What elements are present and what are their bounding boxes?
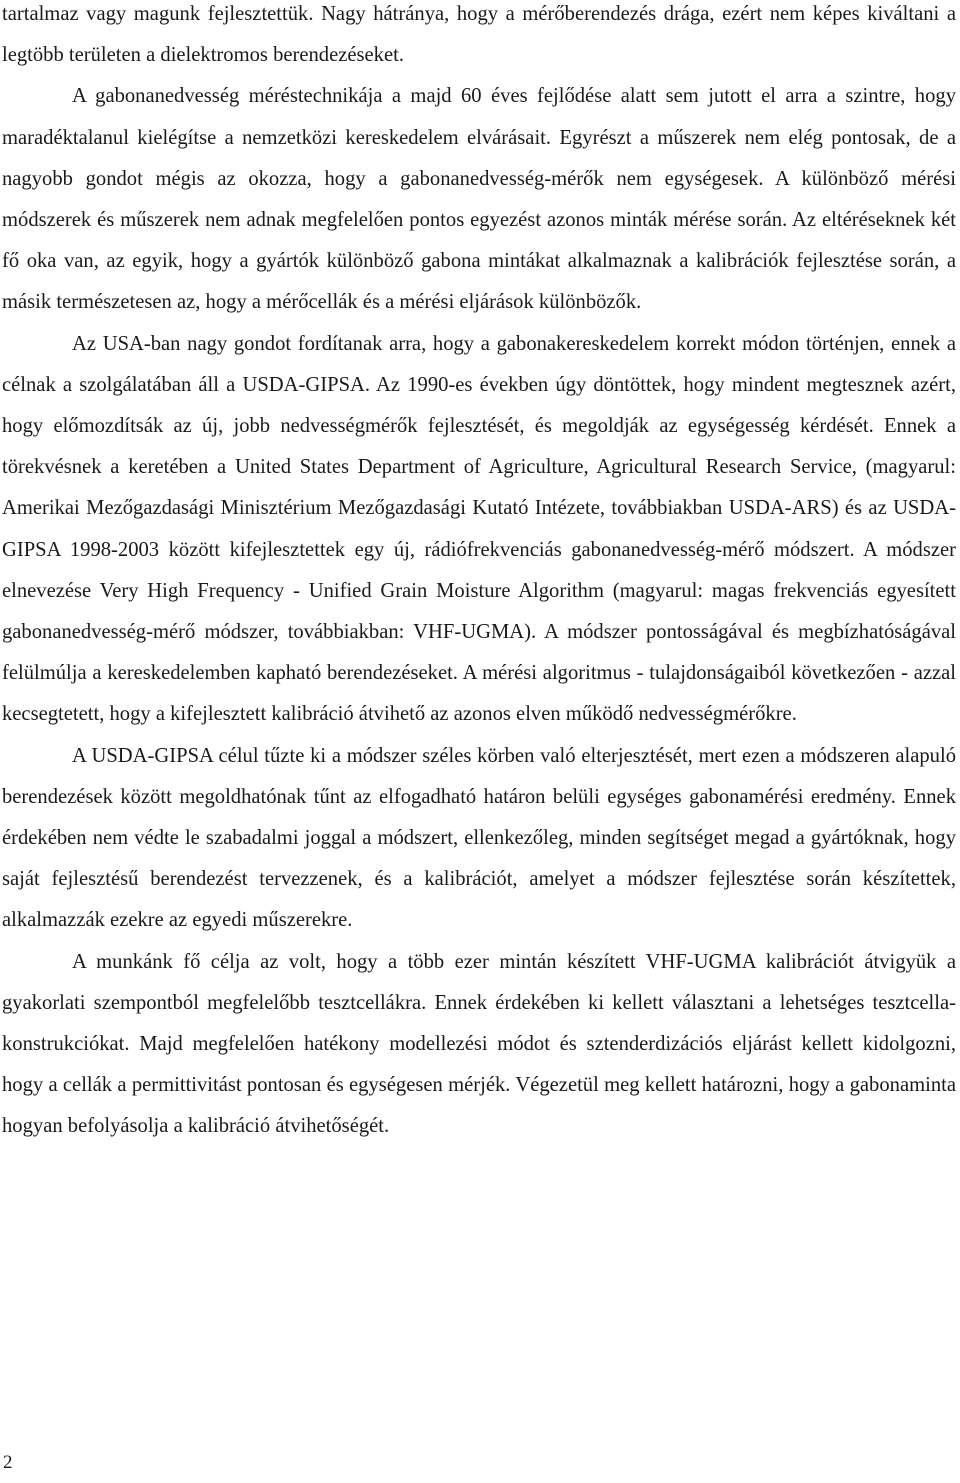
paragraph-gipsa-goal: A USDA-GIPSA célul tűzte ki a módszer széles körben való elterjesztését, mert ezen a módszeren alapuló berendezések között megoldhatónak tűnt az elfogadható határon belüli egységes gabonamérési eredmény. Ennek érdekében nem védte le szabadalmi joggal a módszert, ellenkezőleg, minden segítséget megad a gyártóknak, hogy saját fejlesztésű berendezést tervezzenek, és a kalibrációt, amelyet a módszer fejlesztése során készítettek, alkalmazzák ezekre az egyedi műszerekre. xyxy=(2,744,956,932)
paragraph-work-objective: A munkánk fő célja az volt, hogy a több ezer mintán készített VHF-UGMA kalibrációt átvigyük a gyakorlati szempontból megfelelőbb tesztcellákra. Ennek érdekében ki kellett választani a lehetséges tesztcella-konstrukciókat. Majd megfelelően hatékony modellezési módot és sztenderdizációs eljárást kellett kidolgozni, hogy a cellák a permittivitást pontosan és egységesen mérjék. Végezetül meg kellett határozni, hogy a gabonaminta hogyan befolyásolja a kalibráció átvihetőségét. xyxy=(2,950,956,1138)
paragraph-continuation: tartalmaz vagy magunk fejlesztettük. Nagy hátránya, hogy a mérőberendezés drága, ezért nem képes kiváltani a legtöbb területen a dielektromos berendezéseket. xyxy=(2,3,956,67)
paragraph-measurement-technique: A gabonanedvesség méréstechnikája a majd 60 éves fejlődése alatt sem jutott el arra a szintre, hogy maradéktalanul kielégítse a nemzetközi kereskedelem elvárásait. Egyrészt a műszerek nem elég pontosak, de a nagyobb gondot mégis az okozza, hogy a gabonanedvesség-mérők nem egységesek. A különböző mérési módszerek és műszerek nem adnak megfelelően pontos egyezést azonos minták mérése során. Az eltéréseknek két fő oka van, az egyik, hogy a gyártók különböző gabona mintákat alkalmaznak a kalibrációk fejlesztése során, a másik természetesen az, hogy a mérőcellák és a mérési eljárások különbözők. xyxy=(2,85,956,314)
paragraph-usda-development: Az USA-ban nagy gondot fordítanak arra, hogy a gabonakereskedelem korrekt módon történjen, ennek a célnak a szolgálatában áll a USDA-GIPSA. Az 1990-es években úgy döntöttek, hogy mindent megtesznek azért, hogy előmozdítsák az új, jobb nedvességmérők fejlesztését, és megoldják az egységesség kérdését. Ennek a törekvésnek a keretében a United States Department of Agriculture, Agricultural Research Service, (magyarul: Amerikai Mezőgazdasági Minisztérium Mezőgazdasági Kutató Intézete, továbbiakban USDA-ARS) és az USDA-GIPSA 1998-2003 között kifejlesztettek egy új, rádiófrekvenciás gabonanedvesség-mérő módszert. A módszer elnevezése Very High Frequency - Unified Grain Moisture Algorithm (magyarul: magas frekvenciás egyesített gabonanedvesség-mérő módszer, továbbiakban: VHF-UGMA). A módszer pontosságával és megbízhatóságával felülmúlja a kereskedelemben kapható berendezéseket. A mérési algoritmus - tulajdonságaiból következően - azzal kecsegtetett, hogy a kifejlesztett kalibráció átvihető az azonos elven működő nedvességmérőkre. xyxy=(2,332,956,726)
page-number: 2 xyxy=(3,1452,13,1473)
document-page xyxy=(2,0,956,1148)
